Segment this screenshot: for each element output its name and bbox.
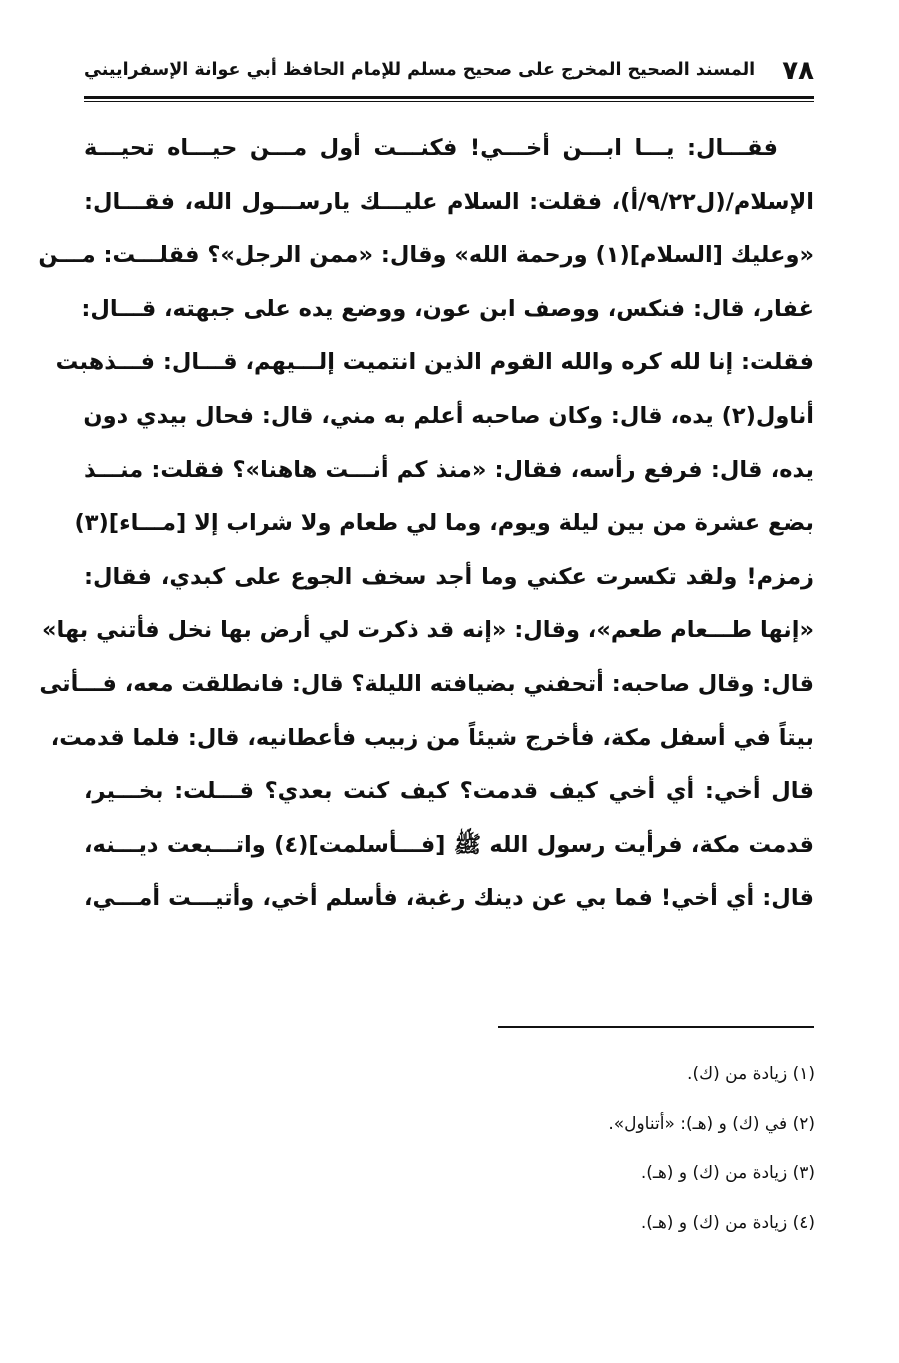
header-rule-thin: [84, 101, 814, 102]
text-line: قال: أي أخي! فما بي عن دينك رغبة، فأسلم أخي، وأتيـــت أمـــي،: [84, 885, 814, 912]
text-line: الإسلام/(ل٩/٢٢/أ)، فقلت: السلام عليـــك يارســـول الله، فقـــال:: [84, 188, 814, 215]
text-line: قدمت مكة، فرأيت رسول الله ﷺ [فـــأسلمت](٤) واتـــبعت ديـــنه،: [84, 831, 814, 858]
text-line: قال أخي: أي أخي كيف قدمت؟ كيف كنت بعدي؟ قـــلت: بخـــير،: [84, 778, 814, 805]
text-line: فقـــال: يـــا ابـــن أخـــي! فكنـــت أول مـــن حيـــاه تحيـــة: [84, 135, 778, 161]
page-header: [84, 50, 814, 92]
text-line: زمزم! ولقد تكسرت عكني وما أجد سخف الجوع على كبدي، فقال:: [84, 563, 814, 590]
running-title: المسند الصحيح المخرج على صحيح مسلم للإمام الحافظ أبي عوانة الإسفراييني: [84, 60, 756, 81]
footnote-separator: [498, 1026, 814, 1028]
footnote-2: (٢) في (ك) و (هـ): «أتناول».: [608, 1113, 815, 1134]
page-number: ٧٨: [782, 56, 814, 86]
text-line: يده، قال: فرفع رأسه، فقال: «منذ كم أنـــت هاهنا»؟ فقلت: منـــذ: [84, 456, 814, 483]
text-line: أناول(٢) يده، قال: وكان صاحبه أعلم به مني، قال: فحال بيدي دون: [83, 402, 814, 429]
text-line: غفار، قال: فنكس، ووصف ابن عون، ووضع يده على جبهته، قـــال:: [81, 295, 814, 322]
text-line: قال: وقال صاحبه: أتحفني بضيافته الليلة؟ قال: فانطلقت معه، فـــأتى: [39, 670, 814, 697]
footnotes: [215, 1050, 815, 1248]
text-line: فقلت: إنا لله كره والله القوم الذين انتميت إلـــيهم، قـــال: فـــذهبت: [55, 349, 814, 376]
footnote-1: (١) زيادة من (ك).: [687, 1064, 815, 1084]
text-line: «إنها طـــعام طعم»، وقال: «إنه قد ذكرت لي أرض بها نخل فأتني بها»: [41, 617, 814, 644]
text-line: بضع عشرة من بين ليلة ويوم، وما لي طعام ولا شراب إلا [مـــاء](٣): [74, 510, 814, 537]
footnote-4: (٤) زيادة من (ك) و (هـ).: [640, 1212, 815, 1233]
text-line: بيتاً في أسفل مكة، فأخرج شيئاً من زبيب فأعطانيه، قال: فلما قدمت،: [50, 724, 814, 751]
main-text: [38, 122, 814, 926]
header-rule-thick: [84, 96, 814, 99]
text-line: «وعليك [السلام](١) ورحمة الله» وقال: «ممن الرجل»؟ فقلـــت: مـــن: [38, 242, 814, 269]
footnote-3: (٣) زيادة من (ك) و (هـ).: [640, 1163, 815, 1183]
